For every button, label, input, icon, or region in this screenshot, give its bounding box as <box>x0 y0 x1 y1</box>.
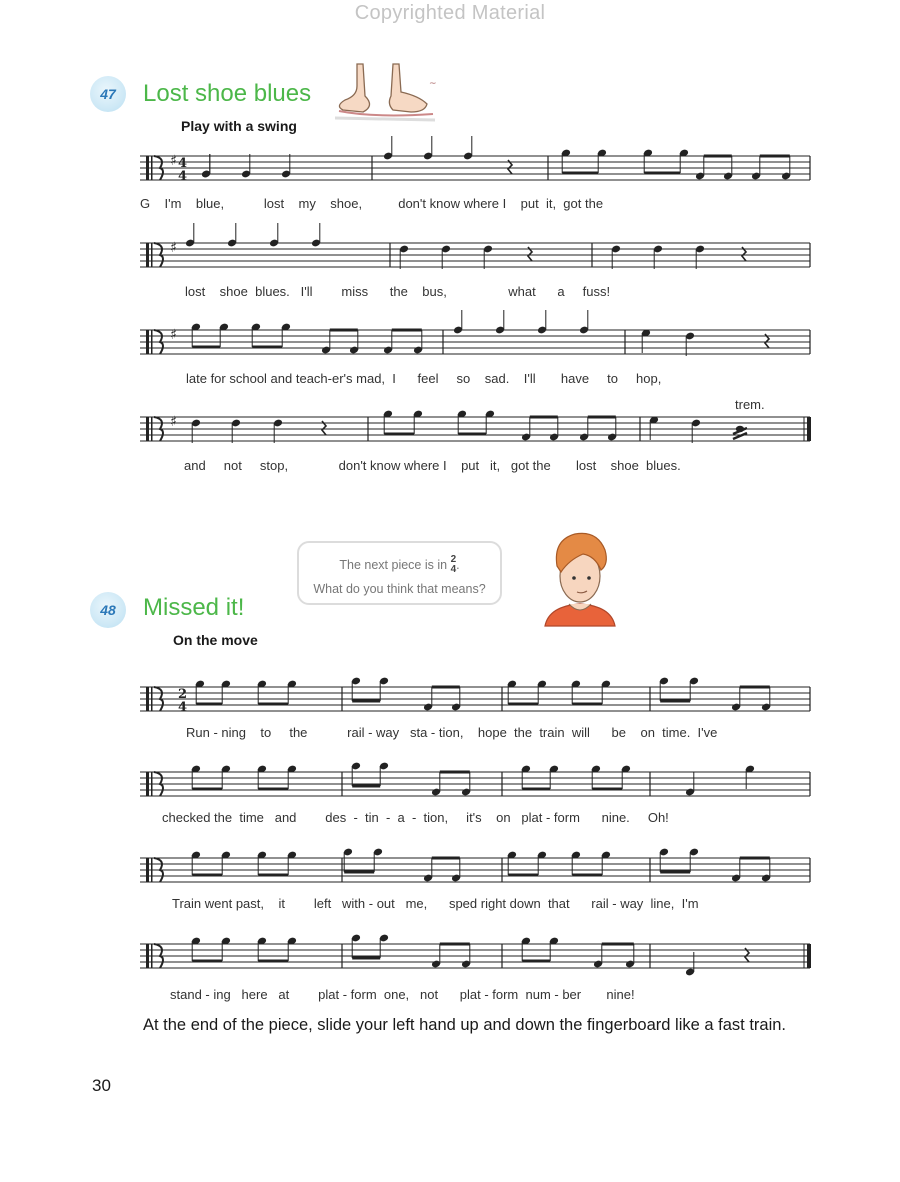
clef-bar <box>146 687 149 711</box>
tempo-marking: On the move <box>173 632 258 648</box>
tempo-marking: Play with a swing <box>181 118 297 134</box>
lyric-line: stand - ing here at plat - form one, not plat - form num - ber nine! <box>170 987 635 1002</box>
time-sig-top: 2 <box>178 687 188 702</box>
clef-bar <box>151 417 153 441</box>
piece-title: Missed it! <box>143 594 245 621</box>
clef-bar <box>146 330 149 354</box>
clef-bar <box>146 156 149 180</box>
final-bar-thick <box>807 944 811 968</box>
speech-line-2: What do you think that means? <box>313 582 486 596</box>
lyric-line: and not stop, don't know where I put it, got the lost shoe blues. <box>184 458 681 473</box>
key-sharp: ♯ <box>170 327 177 343</box>
final-bar-thick <box>807 417 811 441</box>
lyric-line: late for school and teach-er's mad, I feel so sad. I'll have to hop, <box>186 371 662 386</box>
page-number: 30 <box>92 1076 111 1095</box>
time-sig-top: 4 <box>178 156 188 171</box>
lyric-line: Train went past, it left with - out me, sped right down that rail - way line, I'm <box>172 896 699 911</box>
clef-bar <box>146 944 149 968</box>
lyric-line: lost shoe blues. I'll miss the bus, what a fuss! <box>185 284 611 299</box>
time-signature-inline: 2 4 <box>450 554 457 575</box>
piece-number-badge: 48 <box>90 592 126 628</box>
clef-bar <box>151 772 153 796</box>
key-sharp: ♯ <box>170 153 177 169</box>
trem-annotation: trem. <box>735 397 765 412</box>
lyric-line: G I'm blue, lost my shoe, don't know where I put it, got the <box>140 196 604 211</box>
clef-bar <box>151 243 153 267</box>
time-sig-bottom: 4 <box>178 700 188 715</box>
lyric-line: Run - ning to the rail - way sta - tion, hope the train will be on time. I've <box>186 725 718 740</box>
clef-bar <box>151 330 153 354</box>
instruction-text: At the end of the piece, slide your left hand up and down the fingerboard like a fast train. <box>143 1016 787 1034</box>
clef-bar <box>146 772 149 796</box>
clef-bar <box>146 417 149 441</box>
piece-number-badge: 47 <box>90 76 126 112</box>
svg-text:~: ~ <box>429 79 437 89</box>
piece-title: Lost shoe blues <box>143 80 312 107</box>
speech-bubble: The next piece is in 2 4. What do you think that means? <box>297 541 502 605</box>
key-sharp: ♯ <box>170 240 177 256</box>
clef-bar <box>151 858 153 882</box>
clef-bar <box>146 243 149 267</box>
key-sharp: ♯ <box>170 414 177 430</box>
copyright-watermark: Copyrighted Material <box>354 2 546 24</box>
speech-line-1: The next piece is in <box>339 558 448 572</box>
clef-bar <box>151 944 153 968</box>
lyric-line: checked the time and des - tin - a - tion, it's on plat - form nine. Oh! <box>162 810 669 825</box>
clef-bar <box>151 687 153 711</box>
clef-bar <box>151 156 153 180</box>
clef-bar <box>146 858 149 882</box>
time-sig-bottom: 4 <box>178 169 188 184</box>
